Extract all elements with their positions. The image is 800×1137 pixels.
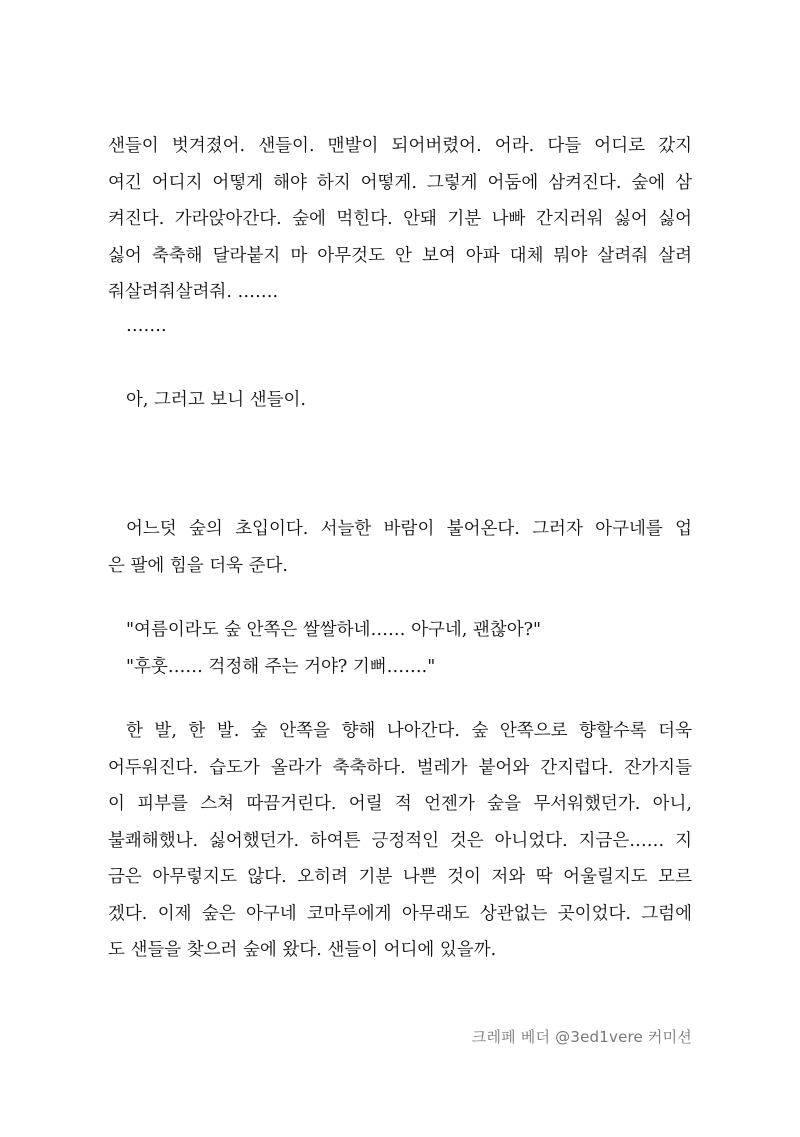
text-line: 불쾌해했나. 싫어했던가. 하여튼 긍정적인 것은 아니었다. 지금은…… 지 [108, 830, 692, 851]
text-line: 여긴 어디지 어떻게 해야 하지 어떻게. 그렇게 어둠에 삼켜진다. 숲에 삼 [108, 172, 692, 193]
text-line: 이 피부를 스쳐 따끔거린다. 어릴 적 언젠가 숲을 무서워했던가. 아니, [108, 794, 692, 814]
paragraph-3 [108, 382, 692, 419]
text-line: 한 발, 한 발. 숲 안쪽을 향해 나아간다. 숲 안쪽으로 향할수록 더욱 [126, 721, 692, 741]
text-line: 은 팔에 힘을 더욱 준다. [108, 555, 288, 576]
text-line: 싫어 축축해 달라붙지 마 아무것도 안 보여 아파 대체 뭐야 살려줘 살려 [108, 245, 692, 266]
text-line: 샌들이 벗겨졌어. 샌들이. 맨발이 되어버렸어. 어라. 다들 어디로 갔지 [108, 136, 692, 156]
commission-credit: 크레페 베더 @3ed1vere 커미션 [471, 1028, 692, 1046]
paragraph-2 [108, 308, 692, 345]
text-line: 겠다. 이제 숲은 아구네 코마루에게 아무래도 상관없는 곳이었다. 그럼에 [108, 903, 692, 924]
text-line: 어두워진다. 습도가 올라가 축축하다. 벌레가 붙어와 간지럽다. 잔가지들 [108, 757, 692, 778]
text-line: 켜진다. 가라앉아간다. 숲에 먹힌다. 안돼 기분 나빠 간지러워 싫어 싫어 [108, 209, 692, 229]
text-line: 아, 그러고 보니 샌들이. [126, 390, 306, 410]
text-line: 금은 아무렇지도 않다. 오히려 기분 나쁜 것이 저와 딱 어울릴지도 모르 [108, 867, 692, 887]
paragraph-1 [108, 128, 692, 311]
text-line: 어느덧 숲의 초입이다. 서늘한 바람이 불어온다. 그러자 아구네를 업 [126, 519, 692, 539]
dialogue-line: "후훗…… 걱정해 주는 거야? 기뻐……." [126, 656, 436, 677]
text-line: 도 샌들을 찾으러 숲에 왔다. 샌들이 어디에 있을까. [108, 940, 497, 960]
paragraph-4 [108, 511, 692, 584]
dialogue-line: "여름이라도 숲 안쪽은 쌀쌀하네…… 아구네, 괜찮아?" [126, 620, 542, 640]
dialogue-block [108, 612, 692, 685]
paragraph-5 [108, 713, 692, 969]
text-line: ……. [126, 316, 167, 336]
text-line: 줘살려줘살려줘. ……. [108, 282, 279, 302]
